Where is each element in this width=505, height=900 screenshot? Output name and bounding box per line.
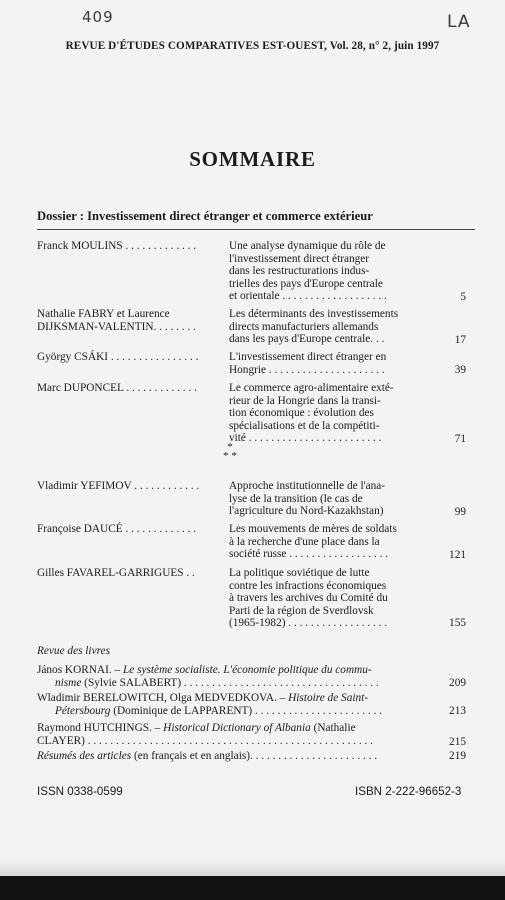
title-line: Les déterminants des investissements xyxy=(229,308,399,320)
review-reviewer: (Nathalie xyxy=(310,722,356,734)
review-line xyxy=(37,677,437,690)
title-line: et orientale . . . . . . . . . . . . . . . . . . . xyxy=(229,290,387,303)
toc-entry-author xyxy=(37,308,217,333)
title-line: tion économique : évolution des xyxy=(229,407,374,420)
review-book-title: Pétersbourg xyxy=(55,704,111,717)
review-page: 219 xyxy=(449,750,466,762)
title-line: La politique soviétique de lutte xyxy=(229,567,370,579)
author-line: Gilles FAVAREL-GARRIGUES . . xyxy=(37,567,195,579)
title-line: spécialisations et de la compétiti- xyxy=(229,419,380,432)
review-page: 213 xyxy=(449,705,466,717)
title-line: Une analyse dynamique du rôle de xyxy=(229,240,386,252)
title-line: dans les pays d'Europe centrale. . . xyxy=(229,333,385,346)
review-reviewer: CLAYER) . . . . . . . . . . . . . . . . . . . . . . . . . . . . . . . . . . . . . . . . . . . . . . . . . . . xyxy=(37,734,373,747)
title-line: Parti de la région de Sverdlovsk xyxy=(229,604,374,617)
star-bottom: * * xyxy=(223,450,237,462)
title-line: dans les restructurations indus- xyxy=(229,265,370,278)
toc-entry-title xyxy=(229,308,425,346)
toc-entry-title xyxy=(229,351,425,376)
review-reviewer: (en français et en anglais). . . . . . . . . . . . . . . . . . . . . . . xyxy=(131,750,378,762)
review-page: 215 xyxy=(449,736,466,748)
isbn-number: ISBN 2-222-96652-3 xyxy=(355,785,462,798)
review-author: Wladimir BERELOWITCH, Olga MEDVEDKOVA. – xyxy=(37,692,289,704)
section-separator-stars xyxy=(200,443,260,461)
review-line xyxy=(37,705,437,718)
scan-shadow xyxy=(0,860,505,876)
review-page: 209 xyxy=(449,677,466,689)
toc-entry-title xyxy=(229,567,425,630)
title-line: rieur de la Hongrie dans la transi- xyxy=(229,394,381,407)
scan-border xyxy=(0,876,505,900)
toc-entry-page: 155 xyxy=(449,617,466,629)
toc-entry-author xyxy=(37,382,217,395)
review-line xyxy=(37,735,437,748)
title-line: trielles des pays d'Europe centrale xyxy=(229,277,383,290)
toc-entry-author xyxy=(37,523,217,536)
title-line: Les mouvements de mères de soldats xyxy=(229,523,397,535)
review-entry xyxy=(37,750,437,763)
toc-entry-page: 99 xyxy=(454,506,466,518)
review-reviewer: (Dominique de LAPPARENT) . . . . . . . . . . . . . . . . . . . . . . . xyxy=(110,704,383,717)
toc-entry-page: 71 xyxy=(454,433,466,445)
review-reviewer: (Sylvie SALABERT) . . . . . . . . . . . . . . . . . . . . . . . . . . . . . . . . . . . xyxy=(81,676,379,689)
toc-entry-title xyxy=(229,382,425,445)
divider-line xyxy=(37,229,475,230)
title-line: directs manufacturiers allemands xyxy=(229,320,379,333)
toc-entry-page: 39 xyxy=(454,364,466,376)
toc-entry-title xyxy=(229,480,425,518)
review-entry xyxy=(37,664,437,689)
title-line: société russe . . . . . . . . . . . . . . . . . . xyxy=(229,548,389,561)
review-line xyxy=(37,664,437,677)
author-line: DIJKSMAN-VALENTIN. . . . . . . . xyxy=(37,320,196,333)
author-line: Françoise DAUCÉ . . . . . . . . . . . . . xyxy=(37,523,197,535)
author-line: Nathalie FABRY et Laurence xyxy=(37,308,170,320)
issn-number: ISSN 0338-0599 xyxy=(37,785,123,798)
title-line: Le commerce agro-alimentaire exté- xyxy=(229,382,394,394)
journal-header: REVUE D'ÉTUDES COMPARATIVES EST-OUEST, Vol. 28, n° 2, juin 1997 xyxy=(65,40,440,52)
review-book-title: Historical Dictionary of Albania xyxy=(163,722,311,734)
handwritten-note-right: LA xyxy=(447,12,471,32)
handwritten-note-left: 409 xyxy=(82,8,114,26)
title-line: l'agriculture du Nord-Kazakhstan) xyxy=(229,505,384,518)
toc-entry-page: 121 xyxy=(449,549,466,561)
title-line: à travers les archives du Comité du xyxy=(229,592,388,605)
review-author: János KORNAI. – xyxy=(37,664,123,676)
title-line: L'investissement direct étranger en xyxy=(229,351,387,363)
toc-entry-page: 5 xyxy=(460,291,466,303)
page-title: SOMMAIRE xyxy=(189,147,316,171)
title-line: contre les infractions économiques xyxy=(229,579,387,592)
toc-entry-page: 17 xyxy=(454,334,466,346)
author-line: Marc DUPONCEL . . . . . . . . . . . . . xyxy=(37,382,197,394)
title-line: lyse de la transition (le cas de xyxy=(229,492,363,505)
title-line: à la recherche d'une place dans la xyxy=(229,535,380,548)
title-line: vité . . . . . . . . . . . . . . . . . . . . . . . . xyxy=(229,432,382,445)
review-book-title: Résumés des articles xyxy=(37,750,132,762)
reviews-heading: Revue des livres xyxy=(37,645,110,657)
dossier-title: Dossier : Investissement direct étranger et commerce extérieur xyxy=(37,209,373,223)
author-line: Franck MOULINS . . . . . . . . . . . . . xyxy=(37,240,197,252)
title-line: (1965-1982) . . . . . . . . . . . . . . . . . . xyxy=(229,617,388,630)
toc-entry-author xyxy=(37,567,217,580)
author-line: Vladimir YEFIMOV . . . . . . . . . . . . xyxy=(37,480,200,492)
title-line: l'investissement direct étranger xyxy=(229,252,370,265)
title-line: Approche institutionnelle de l'ana- xyxy=(229,480,386,492)
review-entry xyxy=(37,692,437,717)
toc-entry-title xyxy=(229,523,425,561)
title-line: Hongrie . . . . . . . . . . . . . . . . . . . . . xyxy=(229,363,385,376)
toc-entry-title xyxy=(229,240,425,303)
toc-entry-author xyxy=(37,480,217,493)
review-book-title: Histoire de Saint- xyxy=(288,692,369,704)
review-author: Raymond HUTCHINGS. – xyxy=(37,722,164,734)
toc-entry-author xyxy=(37,240,217,253)
review-book-title: Le système socialiste. L'économie politique du commu- xyxy=(122,664,372,676)
review-book-title: nisme xyxy=(55,676,82,689)
star-top: * xyxy=(227,441,233,453)
review-line xyxy=(37,692,437,705)
author-line: György CSÁKI . . . . . . . . . . . . . . . . xyxy=(37,351,199,363)
review-entry xyxy=(37,722,437,747)
review-line xyxy=(37,722,437,735)
toc-entry-author xyxy=(37,351,217,364)
